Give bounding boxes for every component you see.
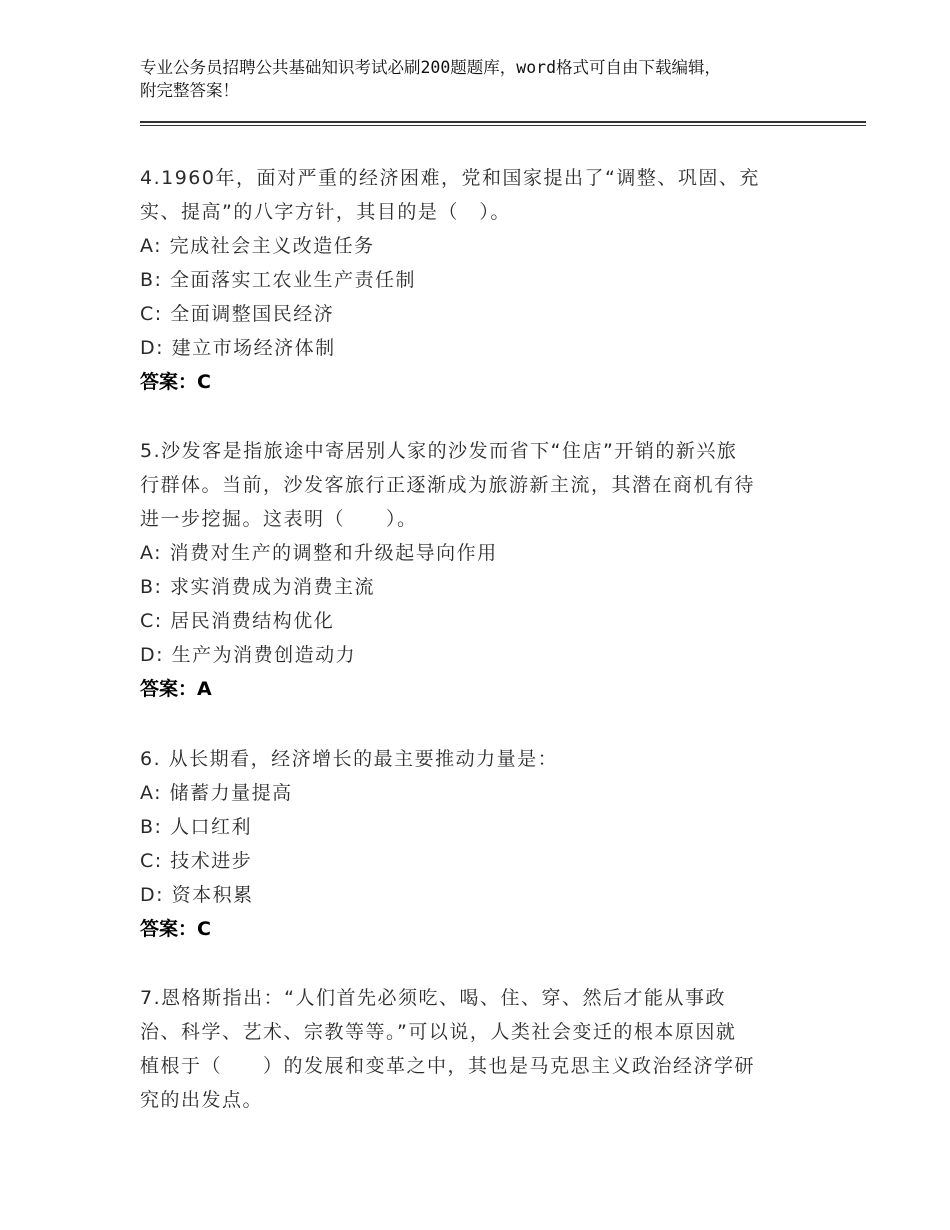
option-d: D: 建立市场经济体制: [140, 337, 336, 359]
option-d: D: 生产为消费创造动力: [140, 644, 357, 666]
question-stem-line: 治、科学、艺术、宗教等等。”可以说，人类社会变迁的根本原因就: [140, 1021, 737, 1043]
document-header: [140, 56, 840, 102]
option-a: A: 消费对生产的调整和升级起导向作用: [140, 542, 498, 564]
option-c: C: 技术进步: [140, 850, 253, 872]
header-line: 专业公务员招聘公共基础知识考试必刷200题题库，word格式可自由下载编辑，: [140, 58, 722, 77]
option-b: B: 全面落实工农业生产责任制: [140, 269, 416, 291]
header-line: 附完整答案！: [140, 81, 239, 100]
option-b: B: 人口红利: [140, 816, 252, 838]
answer: 答案：A: [140, 678, 212, 700]
question-stem-line: 进一步挖掘。这表明（ ）。: [140, 508, 418, 530]
question-stem-line: 5.沙发客是指旅途中寄居别人家的沙发而省下“住店”开销的新兴旅: [140, 440, 738, 462]
question-stem-line: 7.恩格斯指出：“人们首先必须吃、喝、住、穿、然后才能从事政: [140, 987, 726, 1009]
option-c: C: 全面调整国民经济: [140, 303, 335, 325]
option-a: A: 完成社会主义改造任务: [140, 235, 375, 257]
answer: 答案：C: [140, 371, 211, 393]
option-b: B: 求实消费成为消费主流: [140, 576, 375, 598]
question-stem-line: 4.1960年，面对严重的经济困难，党和国家提出了“调整、巩固、充: [140, 167, 760, 189]
question-stem-line: 行群体。当前，沙发客旅行正逐渐成为旅游新主流，其潜在商机有待: [140, 474, 756, 496]
question-stem-line: 植根于（ ）的发展和变革之中，其也是马克思主义政治经济学研: [140, 1055, 756, 1077]
question-7: [140, 981, 820, 1117]
option-c: C: 居民消费结构优化: [140, 610, 335, 632]
question-stem-line: 究的出发点。: [140, 1089, 264, 1111]
option-d: D: 资本积累: [140, 884, 254, 906]
question-6: [140, 742, 820, 946]
question-5: [140, 434, 820, 706]
question-stem-line: 6. 从长期看，经济增长的最主要推动力量是：: [140, 748, 559, 770]
answer: 答案：C: [140, 918, 211, 940]
divider-thin: [140, 125, 866, 126]
divider-thick: [140, 121, 866, 123]
question-stem-line: 实、提高”的八字方针，其目的是（ ）。: [140, 201, 511, 223]
question-4: [140, 161, 820, 399]
option-a: A: 储蓄力量提高: [140, 782, 293, 804]
